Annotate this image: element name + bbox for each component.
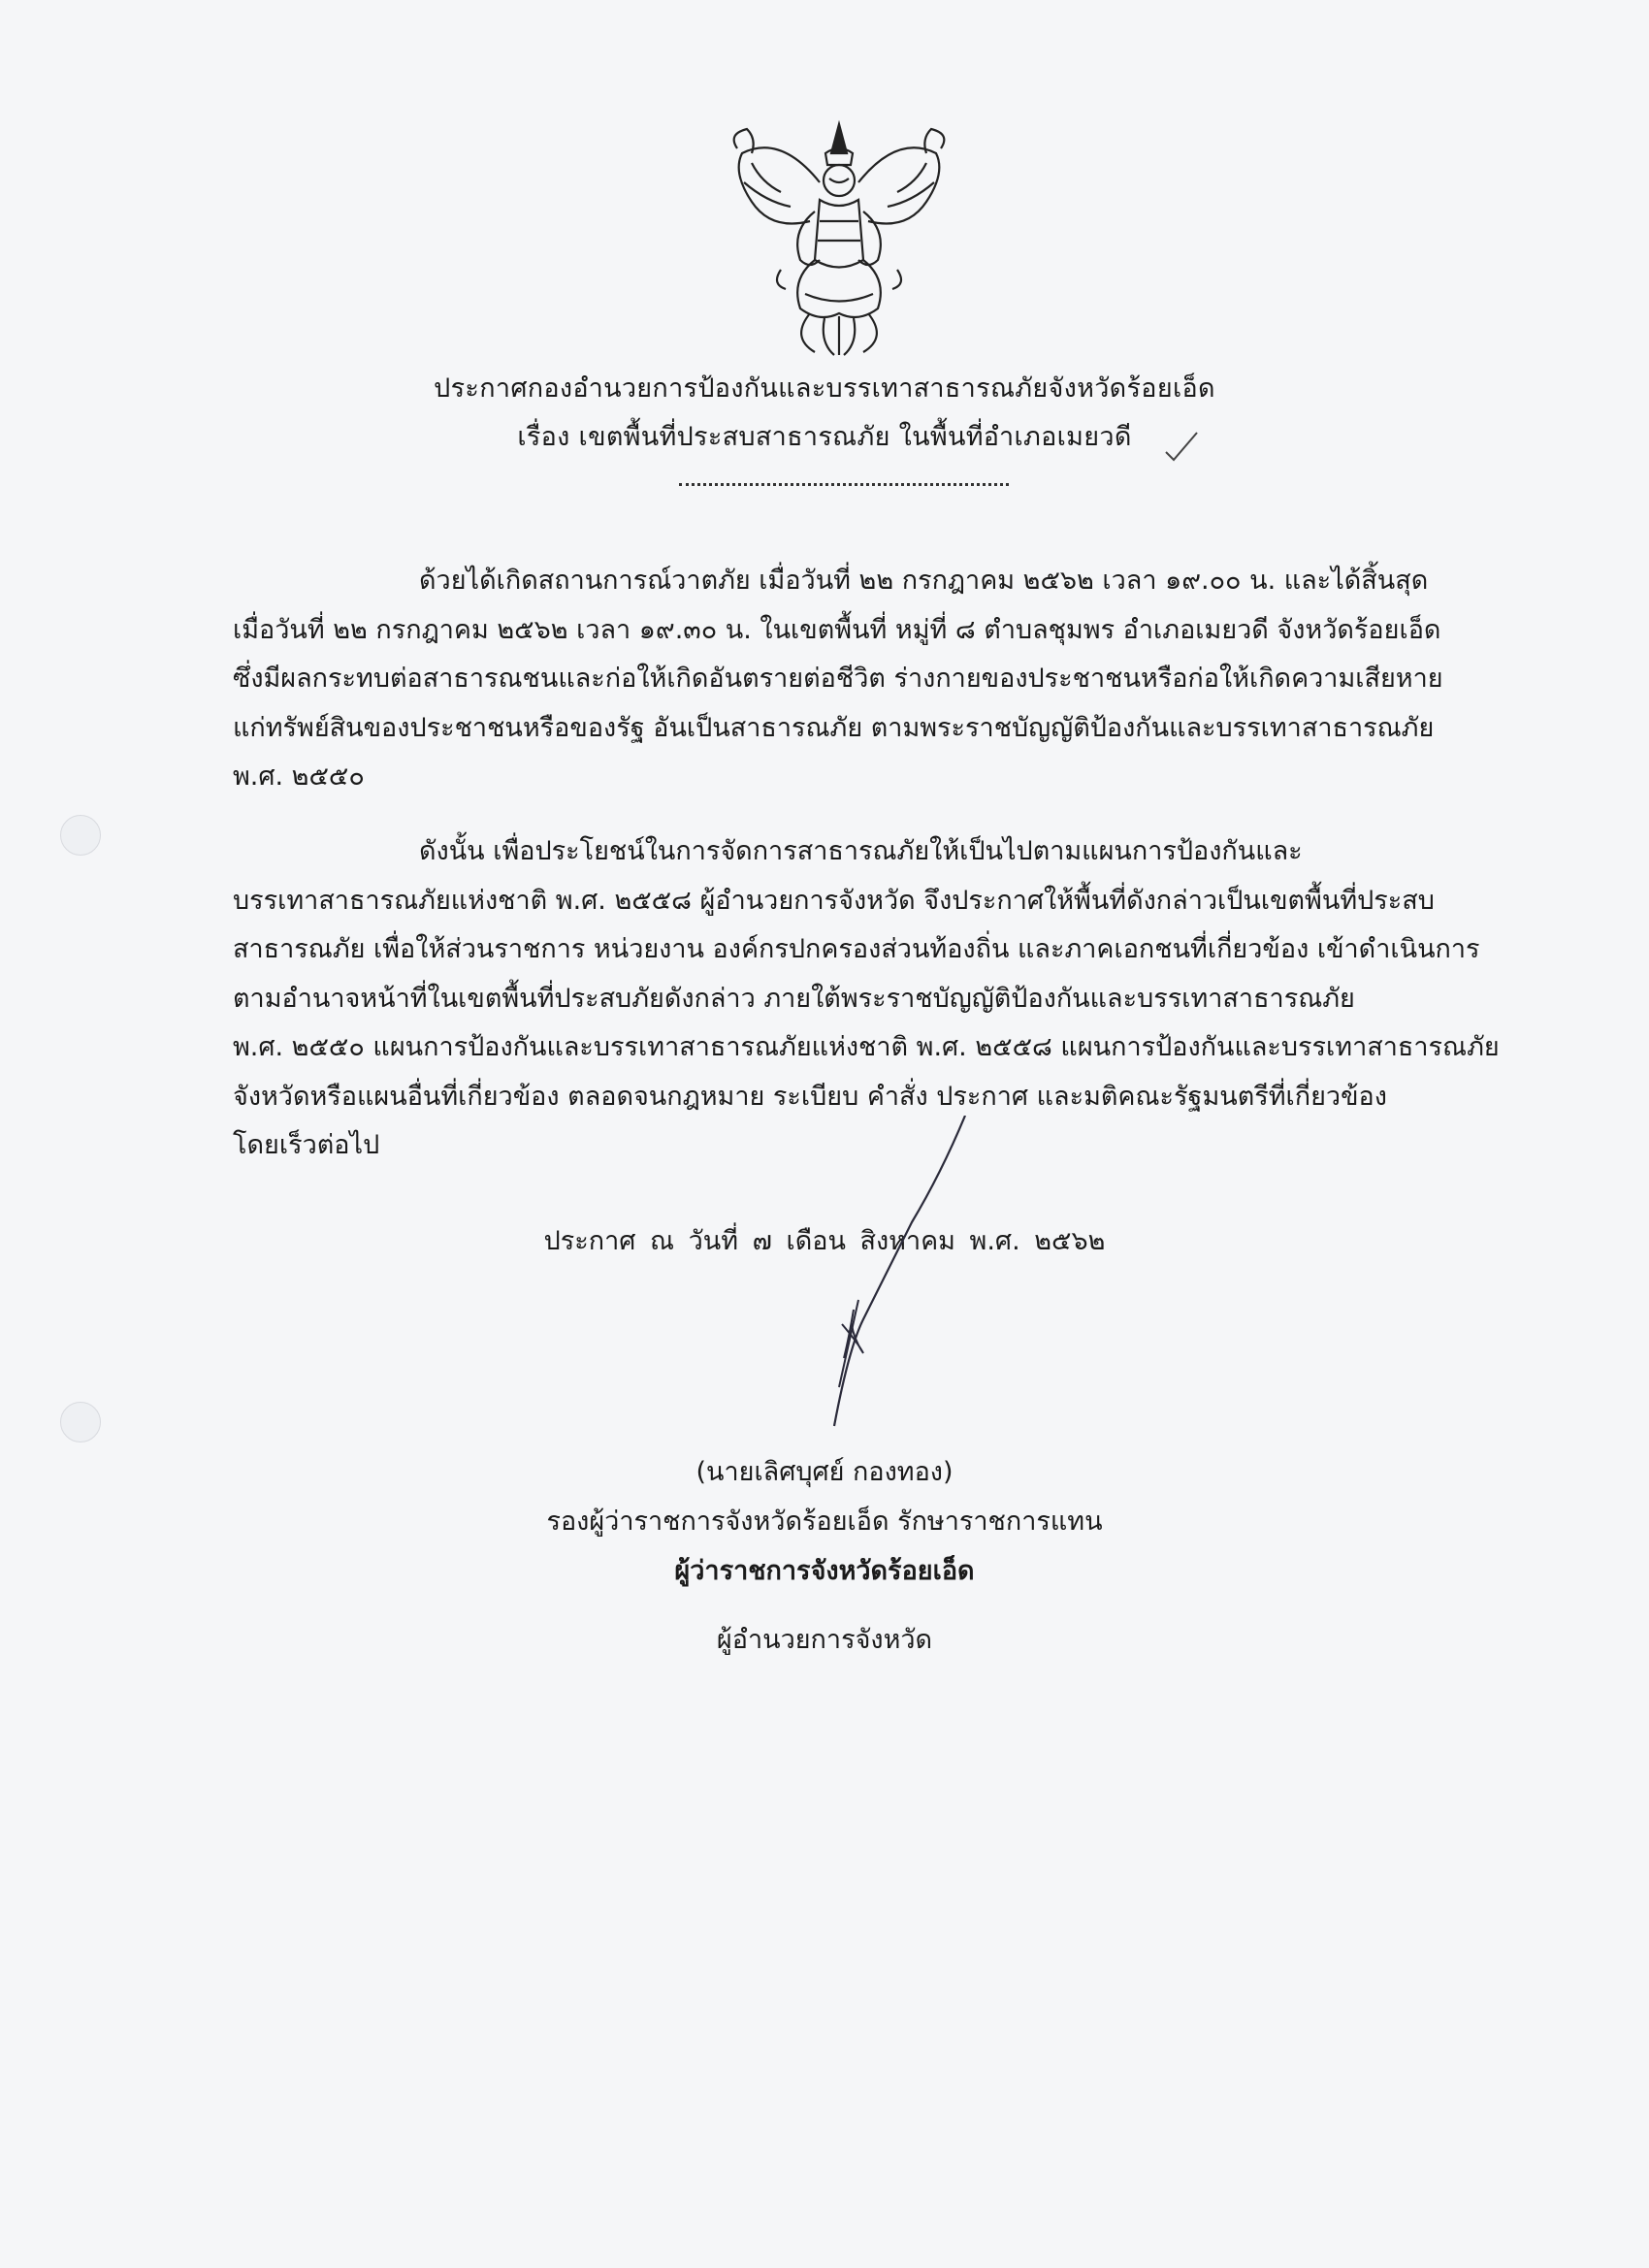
paragraph-line: ตามอำนาจหน้าที่ในเขตพื้นที่ประสบภัยดังกล่าว ภายใต้พระราชบัญญัติป้องกันและบรรเทาสาธารณภัย bbox=[233, 983, 1355, 1014]
punch-hole bbox=[60, 815, 101, 856]
announcement-date: ประกาศ ณ วันที่ ๗ เดือน สิงหาคม พ.ศ. ๒๕๖๒ bbox=[543, 1226, 1106, 1256]
paragraph-1 bbox=[233, 557, 1461, 802]
paragraph-line: ดังนั้น เพื่อประโยชน์ในการจัดการสาธารณภัยให้เป็นไปตามแผนการป้องกันและ bbox=[419, 836, 1303, 866]
signer-position: ผู้ว่าราชการจังหวัดร้อยเอ็ด bbox=[674, 1556, 975, 1586]
paragraph-line: บรรเทาสาธารณภัยแห่งชาติ พ.ศ. ๒๕๕๘ ผู้อำนวยการจังหวัด จึงประกาศให้พื้นที่ดังกล่าวเป็นเขตพื้นที่ประสบ bbox=[233, 885, 1435, 916]
paragraph-line: โดยเร็วต่อไป bbox=[233, 1130, 380, 1160]
handwritten-signature bbox=[795, 1116, 1009, 1436]
signer-position: ผู้อำนวยการจังหวัด bbox=[716, 1625, 933, 1655]
announcement-subject: เรื่อง เขตพื้นที่ประสบสาธารณภัย ในพื้นที่อำเภอเมยวดี bbox=[517, 422, 1132, 452]
paragraph-line: สาธารณภัย เพื่อให้ส่วนราชการ หน่วยงาน องค์กรปกครองส่วนท้องถิ่น และภาคเอกชนที่เกี่ยวข้อง เข้าดำเนินการ bbox=[233, 934, 1480, 964]
paragraph-line: พ.ศ. ๒๕๕๐ แผนการป้องกันและบรรเทาสาธารณภัยแห่งชาติ พ.ศ. ๒๕๕๘ แผนการป้องกันและบรรเทาสาธารณภัย bbox=[233, 1032, 1500, 1062]
paragraph-line: เมื่อวันที่ ๒๒ กรกฎาคม ๒๕๖๒ เวลา ๑๙.๓๐ น. ในเขตพื้นที่ หมู่ที่ ๘ ตำบลชุมพร อำเภอเมยวดี จังหวัดร้อยเอ็ด bbox=[233, 614, 1441, 645]
paragraph-line: แก่ทรัพย์สินของประชาชนหรือของรัฐ อันเป็นสาธารณภัย ตามพระราชบัญญัติป้องกันและบรรเทาสาธารณภัย bbox=[233, 712, 1435, 743]
paragraph-line: จังหวัดหรือแผนอื่นที่เกี่ยวข้อง ตลอดจนกฎหมาย ระเบียบ คำสั่ง ประกาศ และมติคณะรัฐมนตรีที่เกี่ยวข้อง bbox=[233, 1081, 1387, 1112]
punch-hole bbox=[60, 1402, 101, 1442]
paragraph-line: ด้วยได้เกิดสถานการณ์วาตภัย เมื่อวันที่ ๒๒ กรกฎาคม ๒๕๖๒ เวลา ๑๙.๐๐ น. และได้สิ้นสุด bbox=[419, 566, 1429, 596]
paragraph-line: ซึ่งมีผลกระทบต่อสาธารณชนและก่อให้เกิดอันตรายต่อชีวิต ร่างกายของประชาชนหรือก่อให้เกิดความเสียหาย bbox=[233, 664, 1443, 694]
announcement-title: ประกาศกองอำนวยการป้องกันและบรรเทาสาธารณภัยจังหวัดร้อยเอ็ด bbox=[434, 373, 1215, 404]
paragraph-line: พ.ศ. ๒๕๕๐ bbox=[233, 761, 365, 792]
check-mark-icon bbox=[1162, 427, 1201, 466]
garuda-emblem-icon bbox=[723, 114, 955, 357]
signer-position: รองผู้ว่าราชการจังหวัดร้อยเอ็ด รักษาราชการแทน bbox=[546, 1507, 1103, 1537]
signer-name: (นายเลิศบุศย์ กองทอง) bbox=[695, 1457, 954, 1487]
title-divider bbox=[679, 483, 1009, 486]
